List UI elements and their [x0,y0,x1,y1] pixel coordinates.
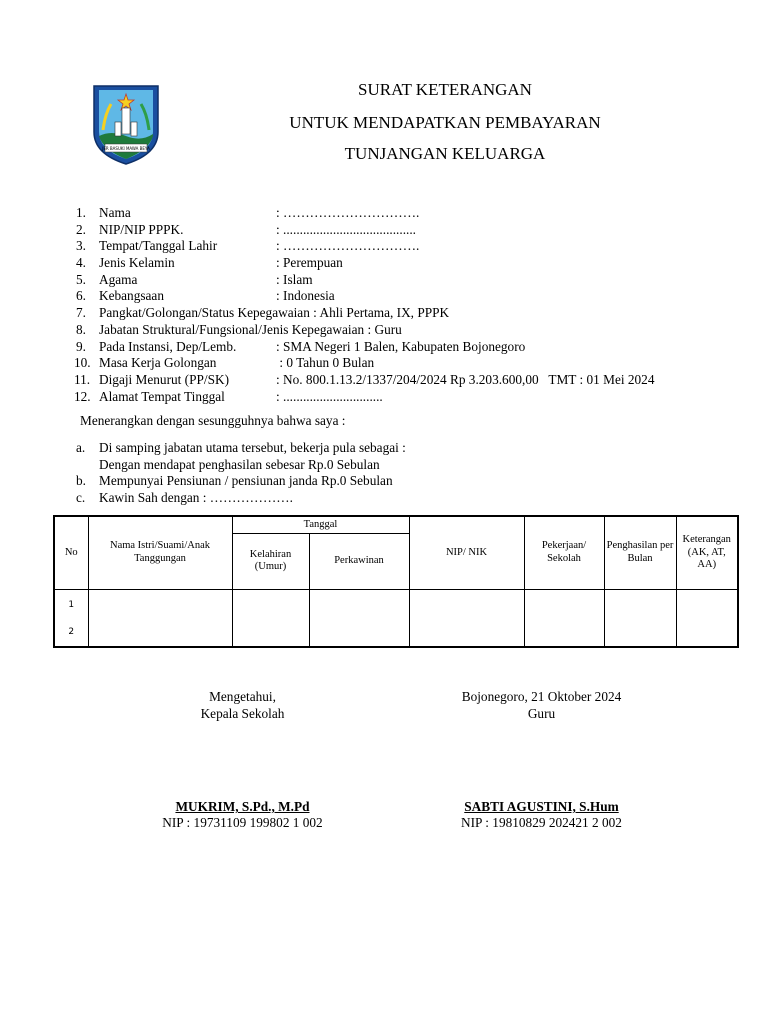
signature-left [140,689,345,831]
field-value: : Perempuan [276,255,343,271]
field-value: : ........................................ [276,221,416,237]
table-cell [604,589,676,647]
list-b-text: Mempunyai Pensiunan / pensiunan janda Rp.0 Sebulan [99,473,393,488]
title-line-3: TUNJANGAN KELUARGA [344,144,546,163]
field-number: 9. [76,338,86,354]
field-label: NIP/NIP PPPK. [99,221,184,237]
field-number: 5. [76,271,86,287]
field-value: : Islam [276,271,313,287]
field-value: : No. 800.1.13.2/1337/204/2024 Rp 3.203.600,00 TMT : 01 Mei 2024 [276,371,655,387]
sig-right-line1: Bojonegoro, 21 Oktober 2024 [461,689,622,704]
list-c-label: c. [76,490,86,505]
field-number: 4. [76,255,86,271]
field-value: : .............................. [276,388,383,404]
field-label: Alamat Tempat Tinggal [99,388,225,404]
header-pekerjaan: Pekerjaan/ Sekolah [524,516,604,589]
field-value: : Indonesia [276,288,335,304]
header-tanggal: Tanggal [232,516,409,533]
field-label: Jenis Kelamin [99,255,175,271]
statement-text: Menerangkan dengan sesungguhnya bahwa saya : [80,413,346,428]
list-b-label: b. [76,473,86,488]
sig-left-line1: Mengetahui, [209,689,276,704]
field-number: 1. [76,205,86,220]
field-number: 11. [74,371,91,387]
header-penghasilan: Penghasilan per Bulan [604,516,676,589]
header-perkawinan: Perkawinan [309,533,409,589]
field-label: Kebangsaan [99,288,164,304]
emblem-motto: JER BASUKI MAWA BEYA [102,146,150,151]
field-number: 8. [76,321,86,337]
table-row [54,589,738,647]
table-cell [524,589,604,647]
field-number: 6. [76,288,86,304]
title-line-1: SURAT KETERANGAN [358,80,532,99]
field-number: 7. [76,305,86,321]
table-header-row [54,516,738,533]
field-label: Tempat/Tanggal Lahir [99,238,218,254]
table-cell [88,589,232,647]
field-label: Jabatan Struktural/Fungsional/Jenis Kepegawaian : Guru [99,321,402,337]
header-name: Nama Istri/Suami/Anak Tanggungan [88,516,232,589]
field-label: Digaji Menurut (PP/SK) [99,371,230,387]
sig-left-line2: Kepala Sekolah [200,706,285,721]
field-label: Masa Kerja Golongan [99,355,217,371]
list-a-line2: Dengan mendapat penghasilan sebesar Rp.0 Sebulan [99,457,380,472]
header-keterangan: Keterangan (AK, AT, AA) [676,516,738,589]
header-nip: NIP/ NIK [409,516,524,589]
sig-right-name: SABTI AGUSTINI, S.Hum [464,799,619,814]
list-c-text: Kawin Sah dengan : ………………. [99,490,293,505]
table-cell [309,589,409,647]
field-value: : 0 Tahun 0 Bulan [276,355,375,371]
table-cell [676,589,738,647]
field-value: : SMA Negeri 1 Balen, Kabupaten Bojonegoro [276,338,526,354]
title-line-2: UNTUK MENDAPATKAN PEMBAYARAN [289,113,601,132]
row-number: 1 [68,599,75,610]
table-cell [409,589,524,647]
row-number: 2 [68,626,75,637]
family-table [53,515,739,648]
sig-right-nip: NIP : 19810829 202421 2 002 [461,815,622,830]
field-label: Nama [99,205,131,220]
list-a-line1: Di samping jabatan utama tersebut, bekerja pula sebagai : [99,440,406,455]
field-number: 12. [74,388,91,404]
east-java-emblem-icon [91,84,161,166]
field-label: Pangkat/Golongan/Status Kepegawaian : Ahli Pertama, IX, PPPK [99,305,450,321]
field-label: Pada Instansi, Dep/Lemb. [99,338,237,354]
sig-left-nip: NIP : 19731109 199802 1 002 [162,815,323,830]
field-number: 10. [74,355,91,371]
header-kelahiran: Kelahiran (Umur) [232,533,309,589]
table-cell [232,589,309,647]
field-label: Agama [99,271,138,287]
sig-right-line2: Guru [527,706,556,721]
field-number: 2. [76,221,86,237]
sig-left-name: MUKRIM, S.Pd., M.Pd [175,799,310,814]
row-numbers [54,589,88,647]
field-value: : …………………………. [276,238,420,254]
signature-right [420,689,663,831]
header-no: No [54,516,88,589]
field-number: 3. [76,238,86,254]
field-value: : …………………………. [276,205,420,220]
list-a-label: a. [76,440,86,455]
